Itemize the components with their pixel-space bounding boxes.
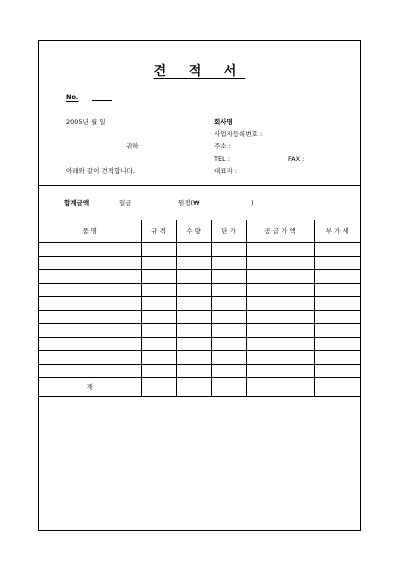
- representative-label: 대표자 :: [214, 167, 238, 175]
- table-row: [39, 337, 360, 351]
- total-prefix: 일금: [119, 199, 132, 207]
- table-row: [39, 310, 360, 324]
- table-cell[interactable]: [176, 351, 211, 365]
- total-suffix: 원정(₩: [178, 199, 200, 207]
- table-cell[interactable]: [176, 256, 211, 270]
- header-unit-price: 단 가: [211, 220, 246, 243]
- table-cell[interactable]: [39, 243, 141, 257]
- date-text: 2005년 월 일: [66, 118, 106, 126]
- fax-label: FAX :: [288, 155, 305, 163]
- header-item: 품 명: [39, 220, 141, 243]
- table-cell[interactable]: [314, 310, 360, 324]
- table-cell[interactable]: [39, 351, 141, 365]
- number-underline: [92, 93, 112, 101]
- table-cell[interactable]: [141, 270, 176, 284]
- header-vat: 부 가 세: [314, 220, 360, 243]
- table-cell[interactable]: [314, 256, 360, 270]
- table-row: [39, 256, 360, 270]
- table-cell[interactable]: [314, 243, 360, 257]
- table-cell[interactable]: [39, 270, 141, 284]
- header-supply-amount: 공 급 가 액: [246, 220, 314, 243]
- table-cell[interactable]: [39, 364, 141, 378]
- table-cell[interactable]: [141, 310, 176, 324]
- table-total-row: [39, 378, 360, 397]
- table-cell[interactable]: [246, 270, 314, 284]
- table-cell[interactable]: [246, 297, 314, 311]
- table-cell[interactable]: [176, 283, 211, 297]
- header-quantity: 수 량: [176, 220, 211, 243]
- table-cell[interactable]: [141, 243, 176, 257]
- total-amount-label: 합계금액: [64, 199, 90, 207]
- table-cell[interactable]: [211, 324, 246, 338]
- table-cell: [141, 378, 176, 397]
- table-row: [39, 351, 360, 365]
- tel-label: TEL :: [214, 155, 230, 163]
- table-cell[interactable]: [39, 283, 141, 297]
- total-close: ): [251, 199, 254, 207]
- table-cell[interactable]: [211, 270, 246, 284]
- table-cell[interactable]: [141, 351, 176, 365]
- table-cell[interactable]: [314, 283, 360, 297]
- table-cell[interactable]: [211, 243, 246, 257]
- table-cell[interactable]: [141, 256, 176, 270]
- document-title: 견 적 서: [153, 64, 246, 79]
- table-cell[interactable]: [246, 337, 314, 351]
- table-row: [39, 283, 360, 297]
- number-label: No.: [66, 93, 79, 101]
- table-row: [39, 297, 360, 311]
- table-cell[interactable]: [39, 297, 141, 311]
- table-cell[interactable]: [176, 337, 211, 351]
- table-cell[interactable]: [246, 256, 314, 270]
- estimate-table: [39, 220, 360, 397]
- company-name-label: 회사명: [214, 118, 233, 126]
- table-cell[interactable]: [314, 364, 360, 378]
- recipient-suffix: 귀하: [126, 142, 139, 150]
- table-row: [39, 324, 360, 338]
- table-cell[interactable]: [211, 337, 246, 351]
- table-cell[interactable]: [314, 324, 360, 338]
- total-row-label: 계: [39, 378, 141, 397]
- table-cell[interactable]: [39, 310, 141, 324]
- table-cell[interactable]: [246, 351, 314, 365]
- table-cell: [246, 378, 314, 397]
- reg-number-label: 사업자등록번호 :: [214, 130, 263, 138]
- table-cell[interactable]: [39, 337, 141, 351]
- table-cell[interactable]: [246, 364, 314, 378]
- table-cell[interactable]: [211, 310, 246, 324]
- statement-text: 아래와 같이 견적합니다.: [66, 167, 135, 175]
- table-cell[interactable]: [314, 351, 360, 365]
- table-cell[interactable]: [314, 337, 360, 351]
- table-cell[interactable]: [176, 243, 211, 257]
- table-cell: [176, 378, 211, 397]
- table-row: [39, 243, 360, 257]
- table-cell[interactable]: [246, 243, 314, 257]
- table-cell[interactable]: [141, 324, 176, 338]
- table-cell[interactable]: [141, 283, 176, 297]
- address-label: 주소 :: [214, 142, 231, 150]
- table-cell[interactable]: [211, 351, 246, 365]
- table-cell[interactable]: [39, 324, 141, 338]
- table-row: [39, 364, 360, 378]
- table-cell[interactable]: [176, 324, 211, 338]
- table-cell[interactable]: [141, 364, 176, 378]
- divider-top: [39, 185, 360, 186]
- table-cell[interactable]: [176, 297, 211, 311]
- table-header-row: [39, 220, 360, 243]
- table-cell[interactable]: [141, 297, 176, 311]
- table-cell[interactable]: [314, 297, 360, 311]
- table-cell[interactable]: [211, 297, 246, 311]
- table-cell[interactable]: [176, 310, 211, 324]
- table-cell[interactable]: [211, 256, 246, 270]
- table-cell[interactable]: [176, 270, 211, 284]
- estimate-sheet: [38, 40, 361, 531]
- table-cell[interactable]: [246, 324, 314, 338]
- table-cell[interactable]: [141, 337, 176, 351]
- table-cell: [211, 378, 246, 397]
- table-cell[interactable]: [246, 283, 314, 297]
- table-cell[interactable]: [39, 256, 141, 270]
- table-cell[interactable]: [211, 364, 246, 378]
- table-row: [39, 270, 360, 284]
- table-cell: [314, 378, 360, 397]
- table-cell[interactable]: [246, 310, 314, 324]
- header-spec: 규 격: [141, 220, 176, 243]
- table-cell[interactable]: [314, 270, 360, 284]
- table-cell[interactable]: [211, 283, 246, 297]
- table-cell[interactable]: [176, 364, 211, 378]
